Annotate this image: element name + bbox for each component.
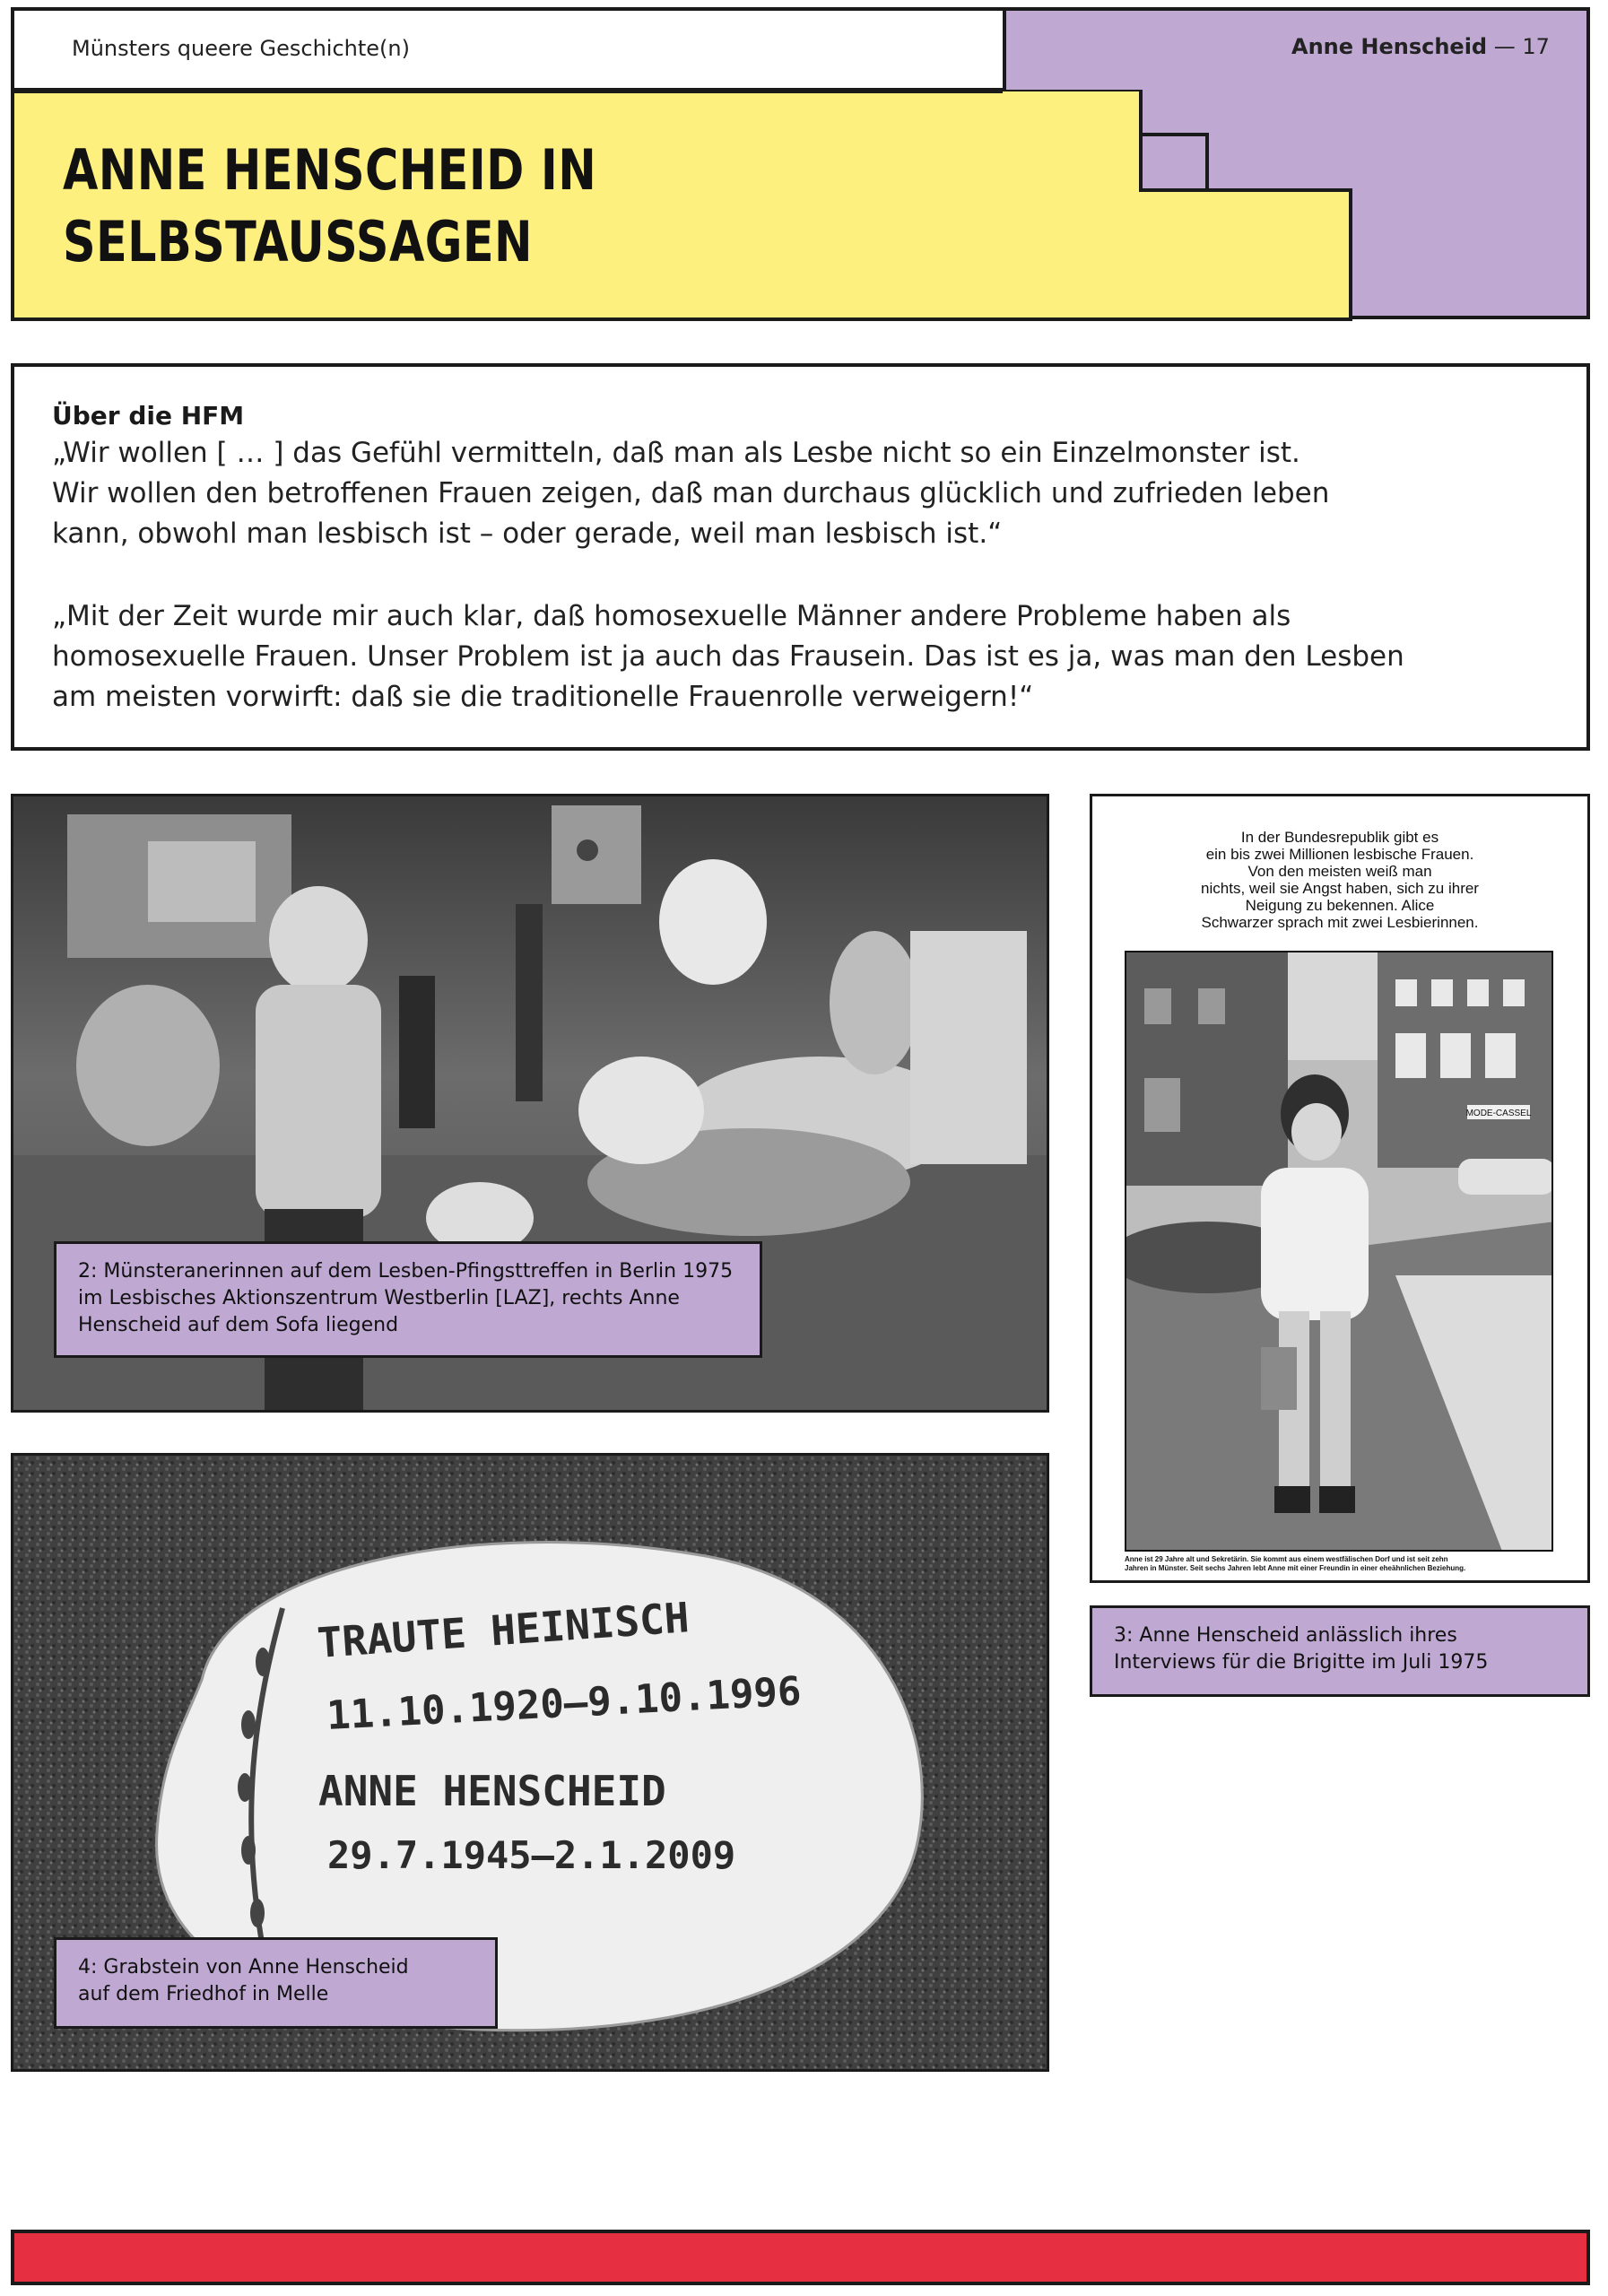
caption-line: 3: Anne Henscheid anlässlich ihres <box>1114 1624 1457 1647</box>
caption-photo-4 <box>54 1937 498 2029</box>
clipping-caption-line: Jahren in Münster. Seit sechs Jahren lebt Anne mit einer Freundin in einer eheähnlichen Beziehung. <box>1125 1564 1466 1572</box>
clipping-intro <box>1092 829 1587 931</box>
street-photo-illustration <box>1126 952 1553 1552</box>
quote-line: „Wir wollen [ … ] das Gefühl vermitteln, daß man als Lesbe nicht so ein Einzelmonster ist. <box>52 437 1300 469</box>
quote-line: Wir wollen den betroffenen Frauen zeigen, daß man durchaus glücklich und zufrieden leben <box>52 477 1330 509</box>
running-title: Münsters queere Geschichte(n) <box>72 36 410 61</box>
clipping-intro-line: Neigung zu bekennen. Alice <box>1245 897 1435 914</box>
caption-line: Interviews für die Brigitte im Juli 1975 <box>1114 1651 1489 1674</box>
quote-line: kann, obwohl man lesbisch ist – oder gerade, weil man lesbisch ist.“ <box>52 517 1003 550</box>
gravestone-dates-2: 29.7.1945–2.1.2009 <box>327 1833 736 1877</box>
caption-line: auf dem Friedhof in Melle <box>78 1983 329 2005</box>
caption-line: Henscheid auf dem Sofa liegend <box>78 1314 399 1336</box>
footer-bar <box>11 2230 1590 2285</box>
clipping-intro-line: ein bis zwei Millionen lesbische Frauen. <box>1205 846 1474 863</box>
caption-line: 2: Münsteranerinnen auf dem Lesben-Pfingsttreffen in Berlin 1975 <box>78 1260 734 1283</box>
clipping-caption-line: Anne ist 29 Jahre alt und Sekretärin. Sie kommt aus einem westfälischen Dorf und ist seit zehn <box>1125 1555 1448 1563</box>
quote-line: am meisten vorwirft: daß sie die traditionelle Frauenrolle verweigern!“ <box>52 681 1034 713</box>
gravestone-dates-1: 11.10.1920–9.10.1996 <box>325 1668 803 1739</box>
clipping-intro-line: nichts, weil sie Angst haben, sich zu ihrer <box>1201 880 1479 897</box>
quote-line: homosexuelle Frauen. Unser Problem ist ja auch das Frausein. Das ist es ja, was man den Lesben <box>52 640 1404 673</box>
gravestone-name-1: TRAUTE HEINISCH <box>316 1593 691 1667</box>
quote-line: „Mit der Zeit wurde mir auch klar, daß homosexuelle Männer andere Probleme haben als <box>52 600 1291 632</box>
newspaper-clipping <box>1090 794 1590 1583</box>
gravestone-name-2: ANNE HENSCHEID <box>318 1767 666 1815</box>
clipping-photo-anne <box>1125 951 1553 1552</box>
caption-line: im Lesbisches Aktionszentrum Westberlin [LAZ], rechts Anne <box>78 1287 680 1309</box>
page-number: 17 <box>1522 34 1550 59</box>
quote-paragraph-2 <box>52 596 1559 718</box>
quote-heading: Über die HFM <box>52 401 245 430</box>
clipping-intro-line: In der Bundesrepublik gibt es <box>1240 829 1439 846</box>
chapter-separator: — <box>1493 34 1516 59</box>
page-title-line-1: ANNE HENSCHEID IN <box>63 137 597 203</box>
page-title <box>63 135 596 278</box>
quote-paragraph-1 <box>52 433 1559 554</box>
clipping-intro-line: Von den meisten weiß man <box>1247 863 1432 880</box>
clipping-photo-caption <box>1125 1555 1555 1573</box>
page-title-line-2: SELBSTAUSSAGEN <box>63 209 533 274</box>
shop-sign-text: MODE-CASSEL <box>1465 1109 1532 1118</box>
caption-line: 4: Grabstein von Anne Henscheid <box>78 1956 409 1979</box>
chapter-author: Anne Henscheid <box>1291 34 1488 59</box>
clipping-intro-line: Schwarzer sprach mit zwei Lesbierinnen. <box>1201 914 1479 931</box>
caption-photo-3 <box>1090 1605 1590 1697</box>
caption-photo-2 <box>54 1241 762 1358</box>
